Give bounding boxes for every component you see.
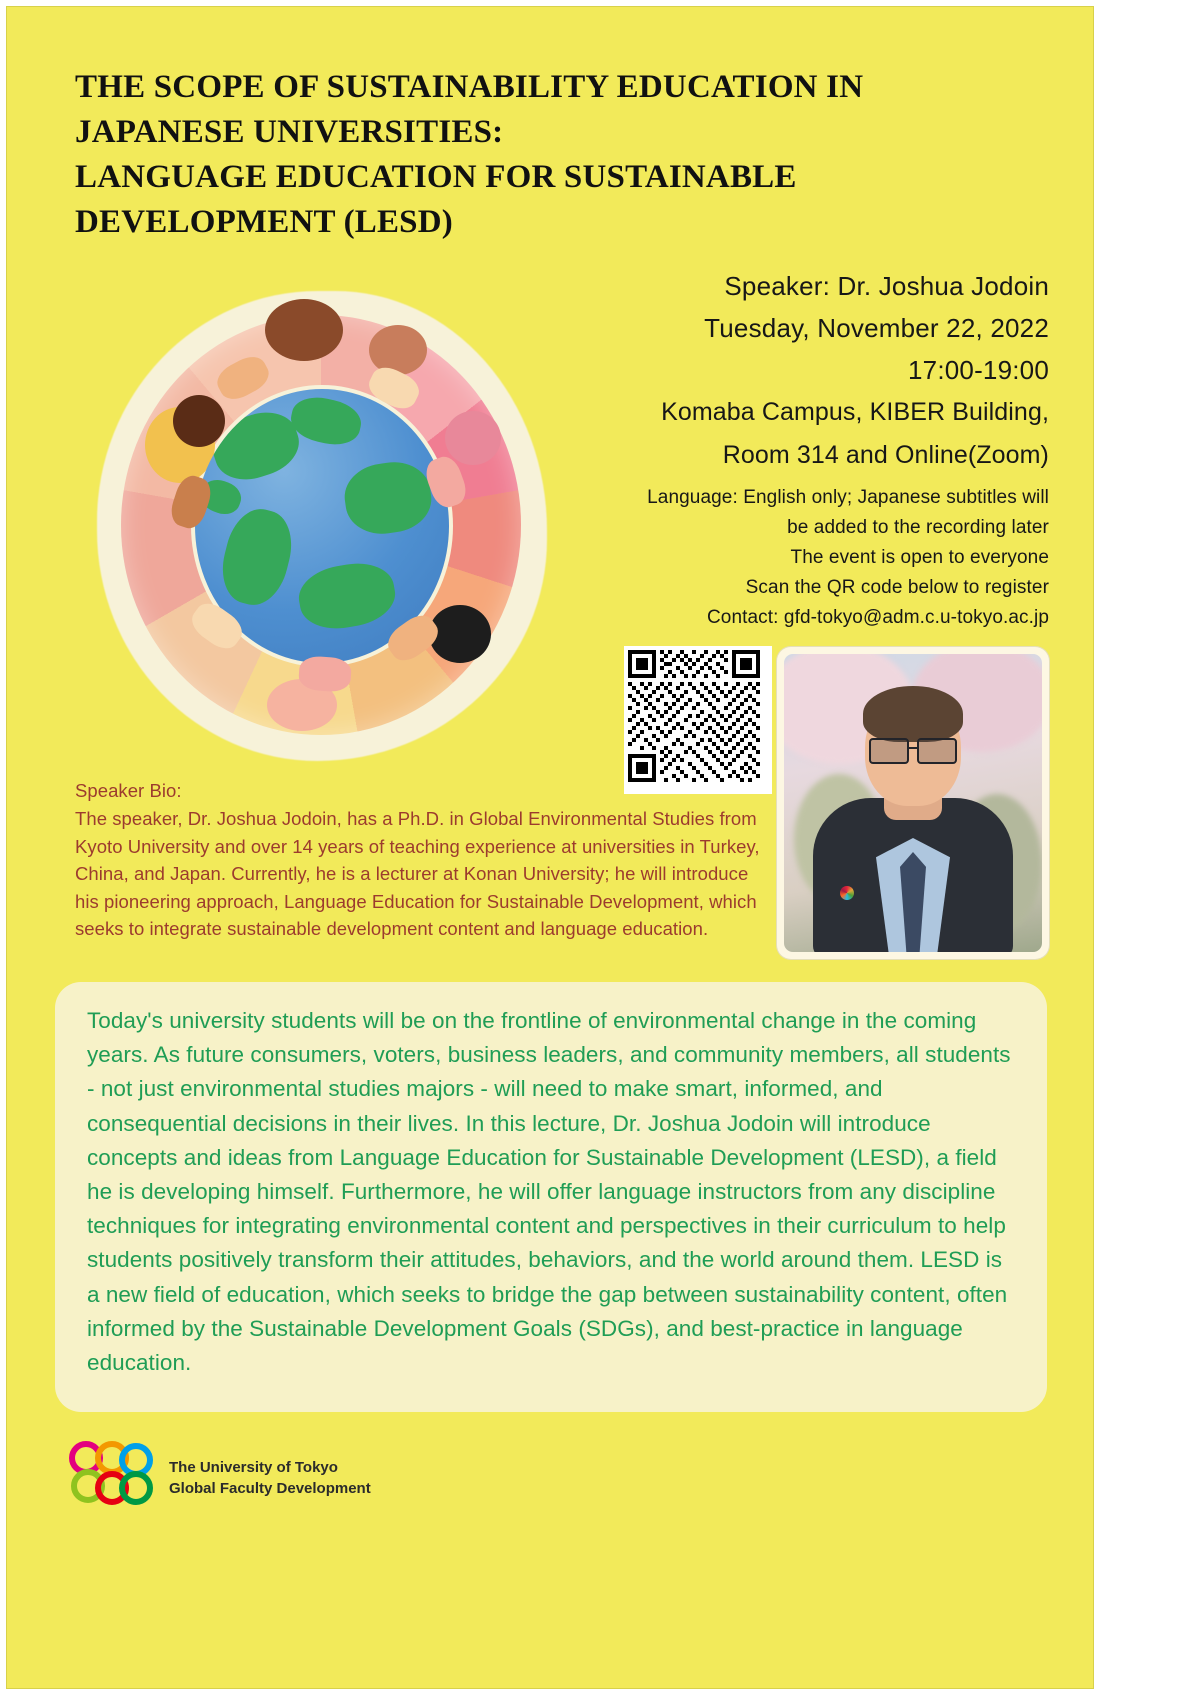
glasses-lens-right <box>917 738 957 764</box>
logo-ring <box>119 1471 153 1505</box>
person-hair-1 <box>265 299 343 361</box>
title-line-4: DEVELOPMENT (LESD) <box>75 203 453 240</box>
landmass <box>341 457 436 538</box>
title-line-1: THE SCOPE OF SUSTAINABILITY EDUCATION IN <box>75 69 864 105</box>
sdg-pin-icon <box>840 886 854 900</box>
note-line-1: Language: English only; Japanese subtitles will <box>647 487 1049 509</box>
organization-line-1: The University of Tokyo <box>169 1459 338 1476</box>
contact-line: Contact: gfd-tokyo@adm.c.u-tokyo.ac.jp <box>706 607 1049 629</box>
poster <box>6 6 1094 1689</box>
speaker-photo <box>777 647 1049 959</box>
abstract-panel <box>55 982 1047 1412</box>
note-line-3: The event is open to everyone <box>790 547 1049 569</box>
speaker-line: Speaker: Dr. Joshua Jodoin <box>724 271 1049 301</box>
organization-name <box>169 1457 371 1500</box>
event-time: 17:00-19:00 <box>908 355 1049 386</box>
note-line-4: Scan the QR code below to register <box>745 577 1049 599</box>
speaker-photo-image <box>784 654 1042 952</box>
person-hair-6 <box>429 605 491 663</box>
organization-line-2: Global Faculty Development <box>169 1480 371 1498</box>
venue-line-2: Room 314 and Online(Zoom) <box>722 441 1049 470</box>
abstract-text: Today's university students will be on the frontline of environmental change in the coming years. As future consumers, voters, business leaders, and community members, all students - not just environmental studies majors - will need to make smart, informed, and consequential decisions in their lives. In this lecture, Dr. Joshua Jodoin will introduce concepts and ideas from Language Education for Sustainable Development (LESD), a field he is developing himself. Furthermore, he will offer language instructors from any discipline techniques for integrating environmental content and perspectives in their curriculum to help students positively transform their attitudes, behaviors, and the world around them. LESD is a new field of education, which seeks to bridge the gap between sustainability content, often informed by the Sustainable Development Goals (SDGs), and best-practice in language education. <box>87 1008 1011 1375</box>
speaker-bio-text: The speaker, Dr. Joshua Jodoin, has a Ph.D. in Global Environmental Studies from Kyoto University and over 14 years of teaching experience at universities in Turkey, China, and Japan. Currently, he is a lecturer at Konan University; he will introduce his pioneering approach, Language Education for Sustainable Development, which seeks to integrate sustainable development content and language education. <box>75 808 760 939</box>
person-hair-3 <box>445 411 501 465</box>
page-title <box>75 65 1055 245</box>
hand <box>298 655 352 693</box>
footer <box>69 1437 489 1533</box>
glasses-icon <box>867 738 959 760</box>
qr-code-graphic <box>628 650 760 782</box>
note-line-2: be added to the recording later <box>787 517 1049 539</box>
landmass <box>294 557 399 635</box>
gfd-logo-icon <box>69 1441 153 1521</box>
speaker-bio-heading: Speaker Bio: <box>75 780 182 801</box>
landmass <box>214 503 299 612</box>
qr-code-icon[interactable] <box>624 646 772 794</box>
hair <box>863 686 963 742</box>
glasses-lens-left <box>869 738 909 764</box>
speaker-bio <box>75 777 765 942</box>
title-line-3: LANGUAGE EDUCATION FOR SUSTAINABLE <box>75 158 797 195</box>
event-date: Tuesday, November 22, 2022 <box>704 313 1049 344</box>
event-details <box>599 265 1049 633</box>
globe-illustration <box>69 279 569 779</box>
person-hair-2 <box>369 325 427 375</box>
venue-line-1: Komaba Campus, KIBER Building, <box>661 398 1049 427</box>
title-line-2: JAPANESE UNIVERSITIES: <box>75 113 504 150</box>
